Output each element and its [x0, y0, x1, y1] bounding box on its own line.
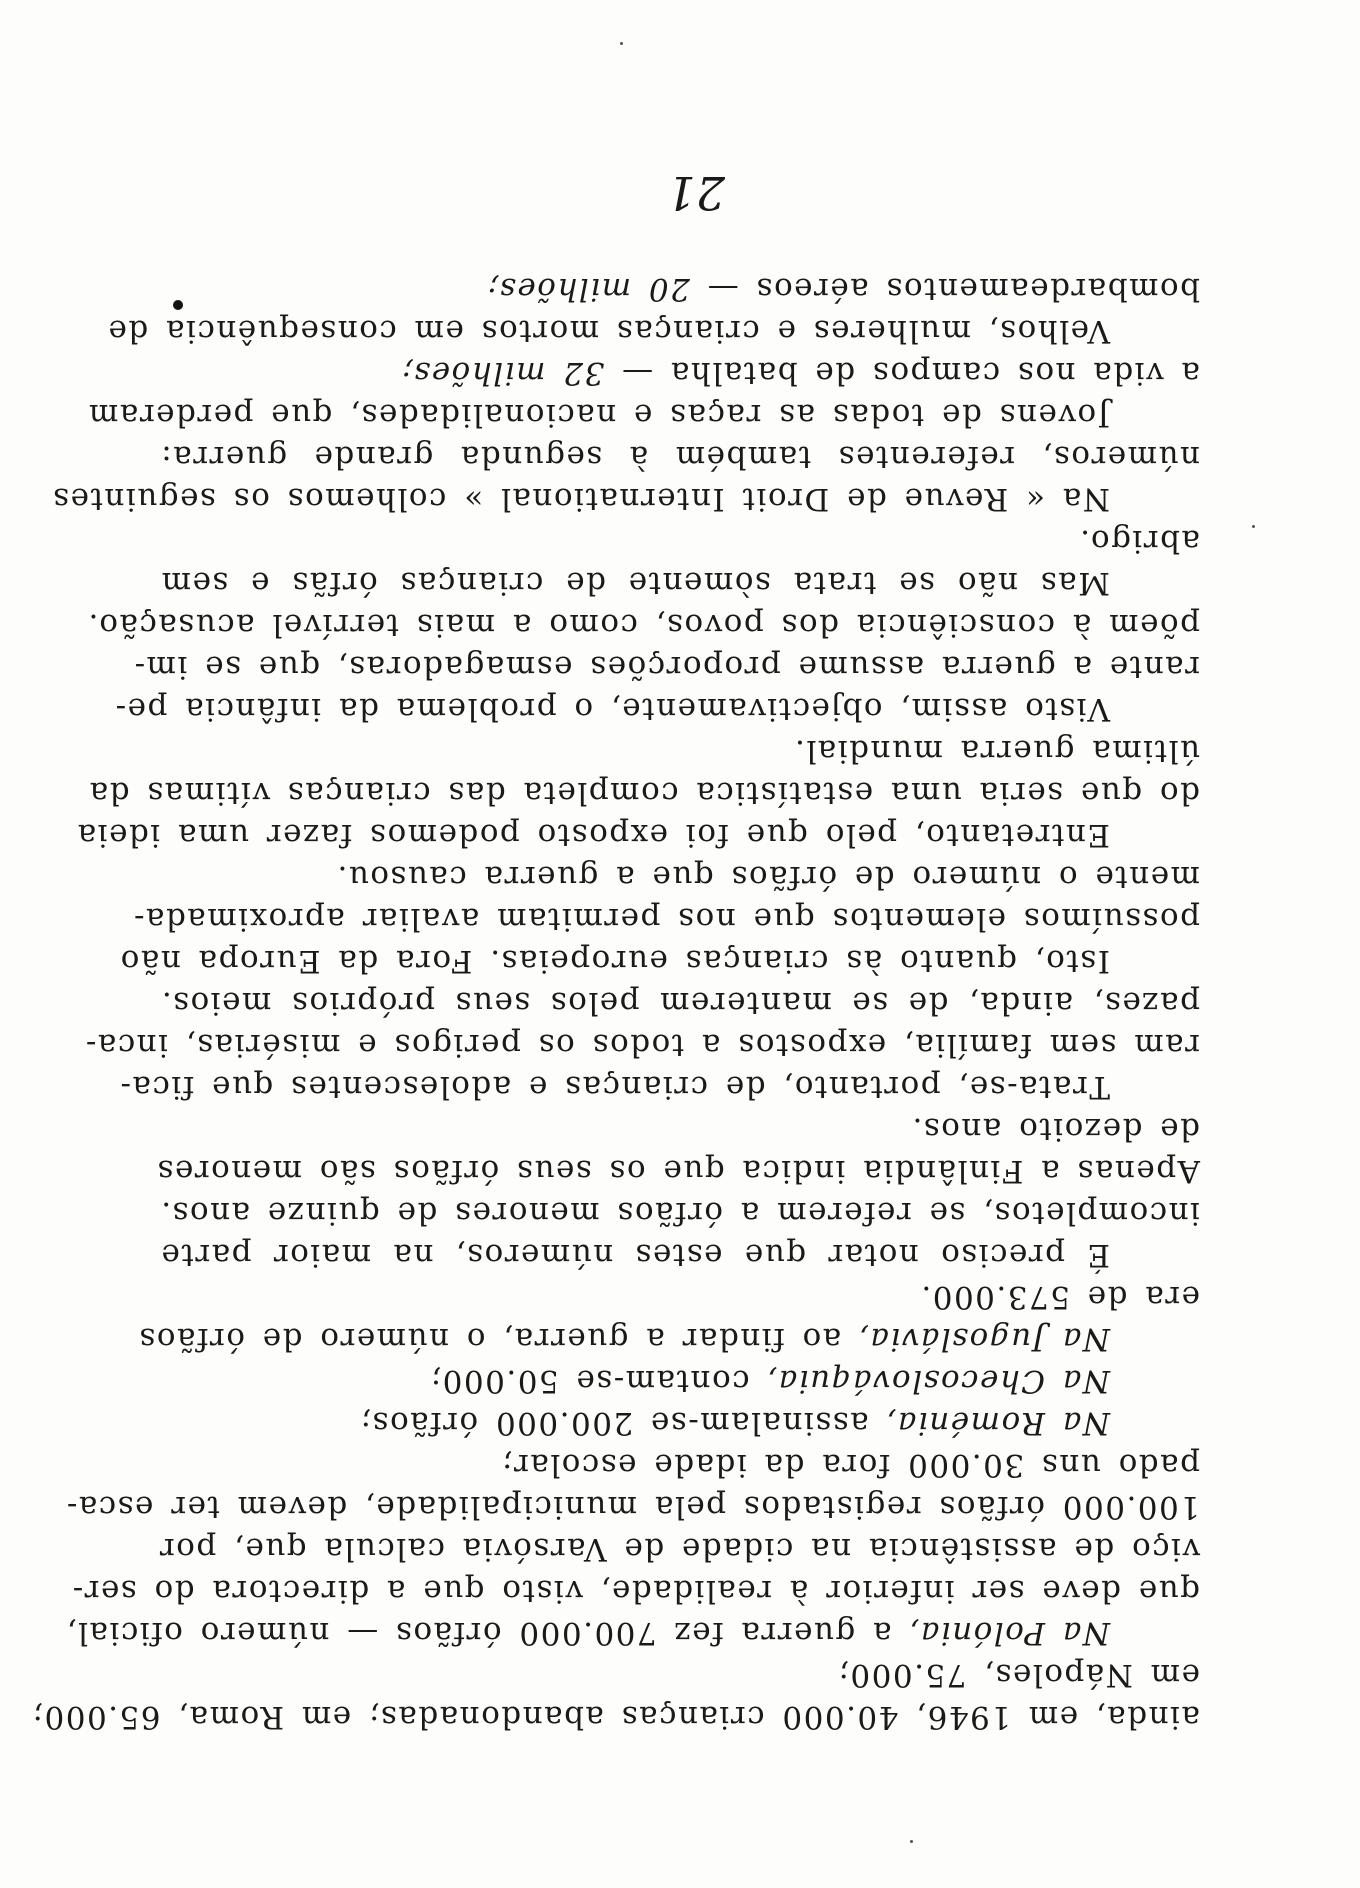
text-line: Entretanto, pelo que foi exposto podemos fazer uma ideia: [76, 817, 1110, 853]
body-text: [31, 268, 1200, 1738]
text-line: números, referentes também à segunda grande guerra:: [159, 439, 1200, 475]
text-line: a vida nos campos de batalha — 32 milhões;: [400, 355, 1200, 391]
text-line: que deve ser inferior à realidade, visto que a directora do ser-: [71, 1573, 1200, 1609]
text-line: incompletos, se referem a órfãos menores de quinze anos.: [159, 1195, 1200, 1231]
dust-speck: [910, 1840, 913, 1843]
ink-blot: [173, 300, 183, 310]
text-line: põem à consciência dos povos, como a mais terrível acusação.: [87, 607, 1200, 643]
text-line: Na Polónia, a guerra fez 700.000 órfãos — número oficial,: [65, 1615, 1110, 1651]
text-line: ainda, em 1946, 40.000 crianças abandonadas; em Roma, 65.000;: [31, 1699, 1200, 1735]
text-line: viço de assistência na cidade de Varsóvia calcula que, por: [158, 1531, 1200, 1567]
text-line: Na Jugoslávia, ao findar a guerra, o número de órfãos: [137, 1321, 1110, 1357]
text-line: Isto, quanto às crianças europeias. Fora da Europa não: [119, 943, 1110, 979]
text-line: ram sem família, expostos a todos os perigos e misérias, inca-: [84, 1027, 1200, 1063]
text-line: era de 573.000.: [919, 1279, 1200, 1315]
text-line: mente o número de órfãos que a guerra causou.: [336, 859, 1200, 895]
text-line: possuímos elementos que nos permitam avaliar aproximada-: [132, 901, 1200, 937]
text-line: Velhos, mulheres e crianças mortos em consequência de: [107, 313, 1110, 349]
text-line: Mas não se trata sòmente de crianças órfãs e sem: [160, 565, 1110, 601]
text-line: É preciso notar que estes números, na maior parte: [160, 1237, 1110, 1273]
text-line: Visto assim, objectivamente, o problema da infância pe-: [114, 691, 1110, 727]
text-line: pado uns 30.000 fora da idade escolar;: [500, 1447, 1200, 1483]
text-line: Jovens de todas as raças e nacionalidades, que perderam: [87, 397, 1110, 433]
text-line: de dezoito anos.: [911, 1111, 1200, 1147]
dust-speck: [620, 42, 623, 45]
text-line: pazes, ainda, de se manterem pelos seus próprios meios.: [160, 985, 1200, 1021]
text-line: Na « Revue de Droit International » colhemos os seguintes: [51, 481, 1110, 517]
text-line: bombardeamentos aéreos — 20 milhões;: [486, 271, 1200, 307]
dust-speck: [1252, 525, 1255, 528]
text-line: do que seria uma estatística completa das crianças vítimas da: [88, 775, 1200, 811]
text-line: Trata-se, portanto, de crianças e adolescentes que fica-: [119, 1069, 1110, 1105]
text-line: abrigo.: [1078, 523, 1200, 559]
text-line: Na Checoslováquia, contam-se 50.000;: [429, 1363, 1110, 1399]
text-line: 100.000 órfãos registados pela municipalidade, devem ter esca-: [65, 1489, 1200, 1525]
text-line: Apenas a Finlândia indica que os seus órfãos são menores: [156, 1153, 1200, 1189]
page-number: 21: [666, 166, 725, 220]
text-line: em Nápoles, 75.000;: [836, 1657, 1200, 1693]
text-line: rante a guerra assume proporções esmagadoras, que se im-: [133, 649, 1200, 685]
text-line: Na Roménia, assinalam-se 200.000 órfãos;: [359, 1405, 1110, 1441]
text-line: última guerra mundial.: [793, 733, 1200, 769]
